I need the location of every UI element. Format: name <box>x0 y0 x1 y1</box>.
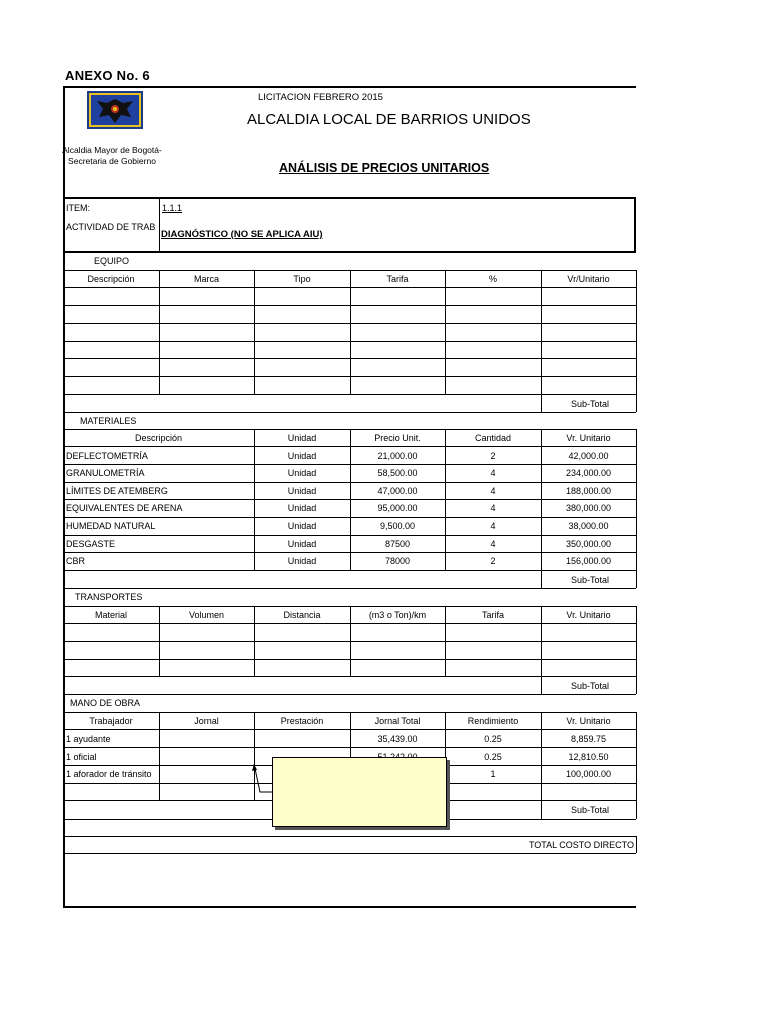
activity-description: DIAGNÓSTICO (NO SE APLICA AIU) <box>161 229 323 240</box>
column-header: Tarifa <box>481 610 504 620</box>
column-header: Volumen <box>188 610 225 620</box>
column-header: Jornal <box>194 716 219 726</box>
material-unit: Unidad <box>287 521 317 531</box>
labor-subtotal-label: Sub-Total <box>570 805 609 815</box>
total-row-bottom <box>63 853 636 854</box>
equipment-row-line <box>63 394 636 395</box>
comment-note[interactable] <box>272 757 447 827</box>
worker-yield: 0.25 <box>484 734 502 744</box>
column-header: Vr. Unitario <box>566 716 611 726</box>
coat-of-arms-icon <box>87 91 143 129</box>
worker-value: 12,810.50 <box>568 752 609 762</box>
material-value: 156,000.00 <box>565 556 612 566</box>
material-quantity: 4 <box>490 486 496 496</box>
column-header: Tipo <box>293 274 311 284</box>
materials-col-line <box>636 429 637 588</box>
material-price: 95,000.00 <box>377 503 418 513</box>
materials-section-title: MATERIALES <box>80 416 137 426</box>
material-description: EQUIVALENTES DE ARENA <box>66 503 183 513</box>
column-header: % <box>488 274 497 284</box>
column-header: Trabajador <box>89 716 133 726</box>
column-header: Descripción <box>87 274 135 284</box>
material-price: 47,000.00 <box>377 486 418 496</box>
column-header: Tarifa <box>386 274 409 284</box>
material-description: CBR <box>66 556 86 566</box>
worker-total-wage: 35,439.00 <box>377 734 418 744</box>
equipment-section-title: EQUIPO <box>94 256 130 266</box>
column-header: Rendimiento <box>467 716 519 726</box>
material-unit: Unidad <box>287 503 317 513</box>
material-quantity: 4 <box>490 521 496 531</box>
item-code: 1.1.1 <box>162 203 183 213</box>
equipment-col-line <box>636 270 637 412</box>
page-subtitle: ANÁLISIS DE PRECIOS UNITARIOS <box>279 161 490 175</box>
material-price: 21,000.00 <box>377 451 418 461</box>
entity-name: Alcaldia Mayor de Bogotá-Secretaria de Gobierno <box>62 145 162 166</box>
equipment-table-bottom <box>63 412 636 413</box>
column-header: Vr. Unitario <box>566 610 611 620</box>
column-header: Descripción <box>134 433 183 443</box>
tender-date: LICITACION FEBRERO 2015 <box>258 92 383 103</box>
material-quantity: 4 <box>490 539 496 549</box>
worker-name: 1 ayudante <box>66 734 111 744</box>
material-quantity: 2 <box>490 451 496 461</box>
material-description: DESGASTE <box>66 539 116 549</box>
material-unit: Unidad <box>287 556 317 566</box>
column-header: Unidad <box>287 433 317 443</box>
item-box-divider <box>159 197 160 252</box>
transport-col-line <box>636 606 637 694</box>
transport-subtotal-label: Sub-Total <box>570 681 609 691</box>
column-header: (m3 o Ton)/km <box>368 610 427 620</box>
material-value: 188,000.00 <box>565 486 612 496</box>
column-header: Vr. Unitario <box>566 433 611 443</box>
equipment-col-line <box>159 270 160 394</box>
labor-col-line <box>636 712 637 819</box>
column-header: Material <box>94 610 127 620</box>
transport-section-title: TRANSPORTES <box>75 592 143 602</box>
worker-value: 8,859.75 <box>570 734 607 744</box>
worker-yield: 1 <box>490 769 496 779</box>
activity-label: ACTIVIDAD DE TRAB <box>66 222 156 232</box>
material-unit: Unidad <box>287 468 317 478</box>
material-price: 58,500.00 <box>377 468 418 478</box>
total-row-top <box>63 836 636 837</box>
item-box-top <box>63 197 636 199</box>
material-price: 9,500.00 <box>379 521 416 531</box>
column-header: Prestación <box>280 716 324 726</box>
material-description: LÍMITES DE ATEMBERG <box>66 486 168 496</box>
transport-row-line <box>63 676 636 677</box>
worker-yield: 0.25 <box>484 752 502 762</box>
material-price: 87500 <box>384 539 411 549</box>
equipment-col-line <box>350 270 351 394</box>
equipment-col-line <box>445 270 446 394</box>
materials-table-bottom <box>63 588 636 589</box>
material-unit: Unidad <box>287 486 317 496</box>
material-description: GRANULOMETRÍA <box>66 468 145 478</box>
column-header: Distancia <box>283 610 321 620</box>
column-header: Jornal Total <box>374 716 421 726</box>
column-header: Precio Unit. <box>374 433 421 443</box>
equipment-col-line <box>541 270 542 412</box>
total-row-right <box>636 836 637 853</box>
transport-table-bottom <box>63 694 636 695</box>
page-title: ALCALDIA LOCAL DE BARRIOS UNIDOS <box>247 111 531 128</box>
worker-name: 1 aforador de tránsito <box>66 769 152 779</box>
total-direct-cost-label: TOTAL COSTO DIRECTO <box>528 840 634 850</box>
material-quantity: 4 <box>490 468 496 478</box>
materials-subtotal-label: Sub-Total <box>570 575 609 585</box>
material-price: 78000 <box>384 556 411 566</box>
material-unit: Unidad <box>287 539 317 549</box>
material-quantity: 4 <box>490 503 496 513</box>
column-header: Cantidad <box>474 433 512 443</box>
material-quantity: 2 <box>490 556 496 566</box>
material-description: HUMEDAD NATURAL <box>66 521 156 531</box>
material-value: 42,000.00 <box>568 451 609 461</box>
material-value: 234,000.00 <box>565 468 612 478</box>
material-description: DEFLECTOMETRÍA <box>66 451 148 461</box>
materials-row-line <box>63 570 636 571</box>
material-value: 380,000.00 <box>565 503 612 513</box>
annex-label: ANEXO No. 6 <box>65 68 150 83</box>
worker-name: 1 oficial <box>66 752 97 762</box>
item-label: ITEM: <box>66 203 90 213</box>
labor-section-title: MANO DE OBRA <box>70 698 141 708</box>
worker-value: 100,000.00 <box>565 769 612 779</box>
equipment-subtotal-label: Sub-Total <box>570 399 609 409</box>
item-box-bottom <box>63 251 636 253</box>
equipment-col-line <box>254 270 255 394</box>
material-value: 350,000.00 <box>565 539 612 549</box>
item-box-right <box>634 197 636 252</box>
column-header: Vr/Unitario <box>567 274 610 284</box>
labor-col-line <box>541 712 542 819</box>
column-header: Marca <box>193 274 219 284</box>
material-unit: Unidad <box>287 451 317 461</box>
material-value: 38,000.00 <box>568 521 609 531</box>
